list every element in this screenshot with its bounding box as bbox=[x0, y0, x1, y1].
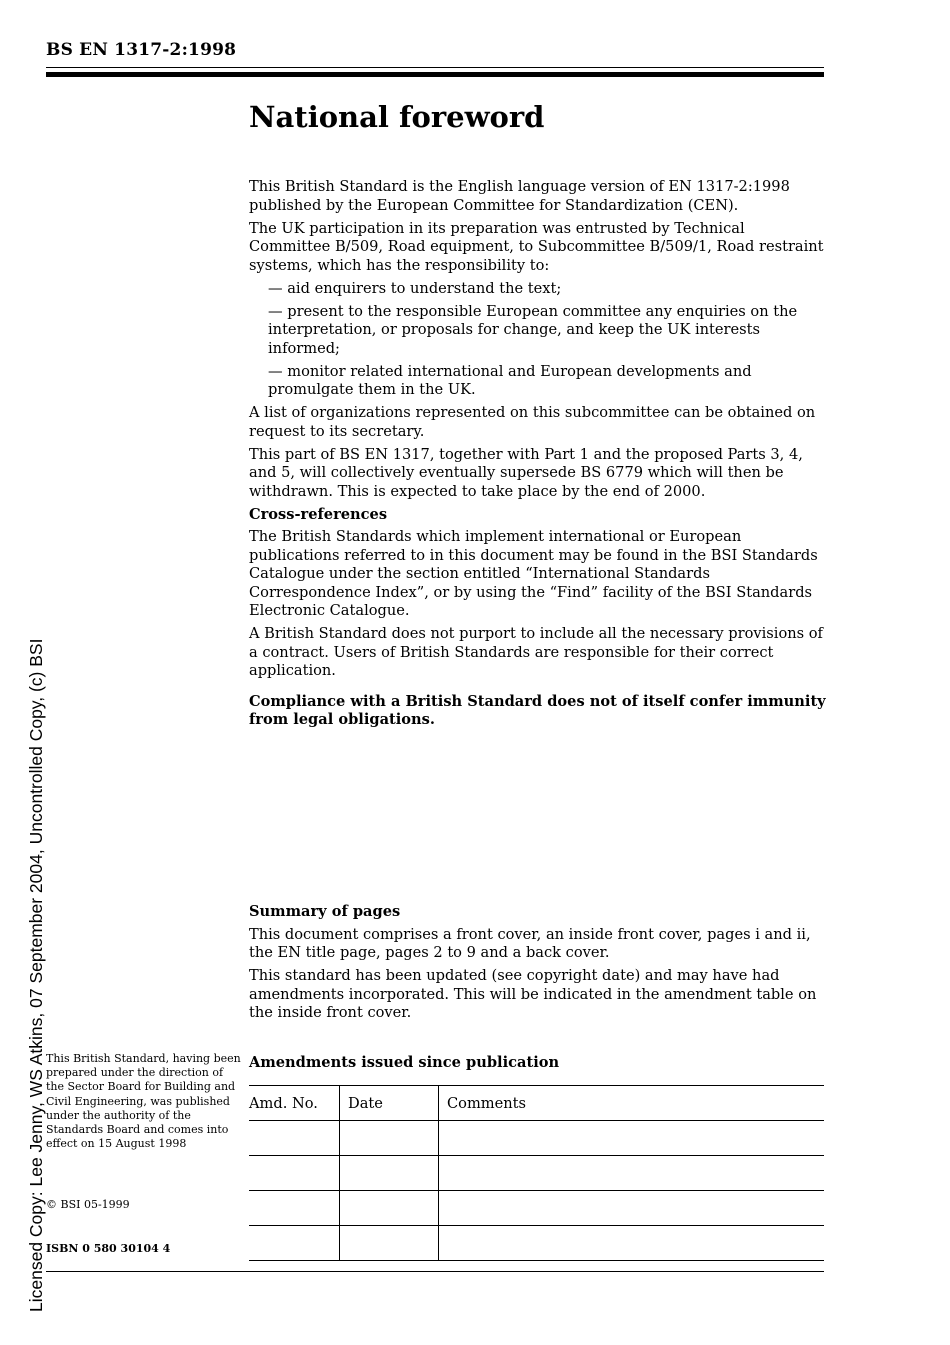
bullet-item: — monitor related international and European developments and promulgate them in the UK. bbox=[268, 362, 752, 398]
cross-references-heading: Cross-references bbox=[249, 505, 388, 523]
standard-number: BS EN 1317-2:1998 bbox=[46, 40, 237, 60]
table-row bbox=[249, 1121, 824, 1156]
foreword-body bbox=[249, 178, 827, 734]
column-header-date: Date bbox=[340, 1086, 439, 1121]
footer-divider bbox=[46, 1271, 824, 1272]
paragraph: This part of BS EN 1317, together with Part 1 and the proposed Parts 3, 4, and 5, will collectively eventually supersede BS 6779 which will then be withdrawn. This is expected to take place by the end of 2000. bbox=[249, 445, 803, 500]
summary-heading: Summary of pages bbox=[249, 903, 401, 920]
paragraph: This document comprises a front cover, an inside front cover, pages i and ii, the EN title page, pages 2 to 9 and a back cover. bbox=[249, 925, 811, 961]
bullet-item: — aid enquirers to understand the text; bbox=[268, 279, 562, 297]
copyright-notice: © BSI 05-1999 bbox=[46, 1198, 130, 1211]
header-divider-thick bbox=[46, 72, 824, 77]
compliance-statement: Compliance with a British Standard does not of itself confer immunity from legal obligations. bbox=[249, 692, 826, 728]
table-row bbox=[249, 1191, 824, 1226]
publication-note: This British Standard, having been prepared under the direction of the Sector Board for Building and Civil Engineering, was published under the authority of the Standards Board and comes into effect on 15 August 1998 bbox=[46, 1052, 241, 1151]
header-divider-thin bbox=[46, 67, 824, 68]
paragraph: The British Standards which implement international or European publications referred to in this document may be found in the BSI Standards Catalogue under the section entitled “International Standards Correspondence Index”, or by using the “Find” facility of the BSI Standards Electronic Catalogue. bbox=[249, 528, 818, 619]
isbn-number: ISBN 0 580 30104 4 bbox=[46, 1242, 171, 1255]
amendments-table bbox=[249, 1085, 824, 1261]
paragraph: The UK participation in its preparation was entrusted by Technical Committee B/509, Road equipment, to Subcommittee B/509/1, Road restraint systems, which has the responsibility to: bbox=[249, 219, 824, 274]
paragraph: This British Standard is the English language version of EN 1317-2:1998 published by the European Committee for Standardization (CEN). bbox=[249, 178, 790, 214]
column-header-amd-no: Amd. No. bbox=[249, 1086, 340, 1121]
bullet-item: — present to the responsible European committee any enquiries on the interpretation, or proposals for change, and keep the UK interests informed; bbox=[268, 302, 798, 357]
license-watermark: Licensed Copy: Lee Jenny, WS Atkins, 07 September 2004, Uncontrolled Copy, (c) BSI bbox=[26, 638, 46, 1312]
amendments-heading: Amendments issued since publication bbox=[249, 1054, 560, 1071]
page-title: National foreword bbox=[249, 100, 545, 134]
table-row bbox=[249, 1226, 824, 1261]
column-header-comments: Comments bbox=[439, 1086, 825, 1121]
paragraph: A list of organizations represented on this subcommittee can be obtained on request to its secretary. bbox=[249, 404, 816, 440]
table-row bbox=[249, 1156, 824, 1191]
table-header-row bbox=[249, 1086, 824, 1121]
paragraph: A British Standard does not purport to include all the necessary provisions of a contract. Users of British Standards are responsible for their correct application. bbox=[249, 625, 823, 679]
summary-of-pages bbox=[249, 903, 827, 1027]
paragraph: This standard has been updated (see copyright date) and may have had amendments incorporated. This will be indicated in the amendment table on the inside front cover. bbox=[249, 967, 817, 1021]
